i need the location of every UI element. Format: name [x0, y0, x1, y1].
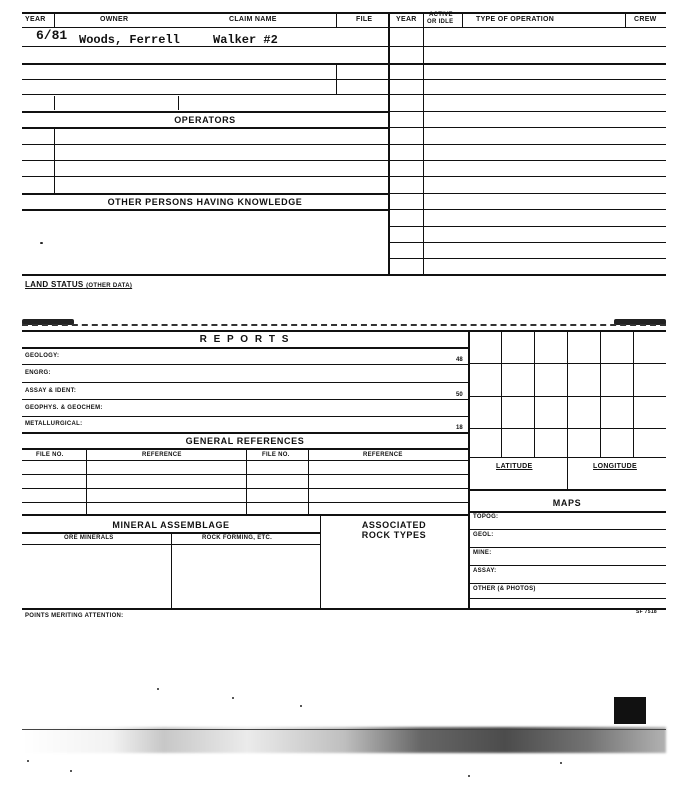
- mineral-assemblage-heading: MINERAL ASSEMBLAGE: [112, 520, 230, 530]
- scan-black-block: [614, 697, 646, 724]
- grid-row: [468, 396, 666, 397]
- grid-row: [468, 363, 666, 364]
- grid-col: [633, 331, 634, 457]
- col-divider-active: [462, 12, 463, 27]
- right-row-line: [388, 258, 666, 259]
- operators-col: [54, 128, 55, 193]
- scan-line: [22, 729, 666, 730]
- refs-line: [22, 502, 468, 503]
- report-assay-num: 50: [456, 392, 463, 398]
- col-divider-file: [336, 12, 337, 27]
- header-year-right: YEAR: [396, 16, 417, 23]
- map-assay: ASSAY:: [473, 568, 497, 574]
- reports-row-line: [22, 416, 468, 417]
- grid-row: [468, 457, 666, 458]
- grid-col: [534, 331, 535, 457]
- reports-heading: R E P O R T S: [199, 334, 291, 345]
- reports-row-line: [22, 382, 468, 383]
- refs-line: [22, 488, 468, 489]
- header-type-of-operation: TYPE OF OPERATION: [476, 16, 555, 23]
- top-border: [22, 12, 666, 14]
- maps-line: [468, 511, 666, 513]
- refs-bottom-line: [22, 514, 468, 516]
- scan-speck: [70, 770, 72, 772]
- col-divider-crew: [625, 12, 626, 27]
- refs-line: [22, 448, 468, 450]
- right-row-line: [388, 193, 666, 194]
- right-row-line: [388, 226, 666, 227]
- report-assay: ASSAY & IDENT:: [25, 388, 77, 394]
- left-row-tick: [178, 96, 179, 110]
- ref-reference-1: REFERENCE: [142, 452, 182, 458]
- entry-owner: Woods, Ferrell: [79, 33, 180, 47]
- header-claim-name: CLAIM NAME: [229, 16, 277, 23]
- left-row-line: [22, 94, 388, 95]
- refs-col: [86, 449, 87, 514]
- scan-speck: [232, 697, 234, 699]
- form-number: SF 7518: [636, 609, 658, 615]
- scan-speck: [157, 688, 159, 690]
- longitude-label: LONGITUDE: [593, 463, 637, 470]
- header-or-idle: OR IDLE: [427, 19, 454, 25]
- left-row-line: [22, 111, 388, 113]
- left-row-line: [22, 46, 388, 47]
- left-row-line: [22, 79, 388, 80]
- reports-row-line: [22, 364, 468, 365]
- report-geophys: GEOPHYS. & GEOCHEM:: [25, 405, 103, 411]
- grid-row: [468, 428, 666, 429]
- land-status-title: LAND STATUS: [25, 280, 84, 289]
- operators-heading: OPERATORS: [174, 115, 236, 125]
- header-active: ACTIVE: [429, 12, 453, 18]
- ore-minerals-label: ORE MINERALS: [64, 535, 114, 541]
- col-divider-center: [388, 12, 390, 274]
- scan-speck: [560, 762, 562, 764]
- maps-line: [468, 565, 666, 566]
- other-persons-heading: OTHER PERSONS HAVING KNOWLEDGE: [107, 197, 303, 207]
- left-row-tick: [54, 96, 55, 110]
- ref-file-no-2: FILE NO.: [262, 452, 290, 458]
- right-row-line: [388, 111, 666, 112]
- coords-bottom: [468, 489, 666, 491]
- left-row-line: [22, 63, 388, 65]
- ref-file-no-1: FILE NO.: [36, 452, 64, 458]
- grid-col: [600, 331, 601, 457]
- right-row-line: [388, 209, 666, 210]
- report-geology: GEOLOGY:: [25, 353, 60, 359]
- right-row-line: [388, 242, 666, 243]
- rock-forming-label: ROCK FORMING, ETC.: [202, 535, 273, 541]
- scan-smear: [22, 727, 666, 753]
- maps-line: [468, 598, 666, 599]
- mineral-col: [171, 533, 172, 608]
- maps-line: [468, 529, 666, 530]
- reports-top-line: [22, 324, 666, 326]
- grid-left-border: [468, 331, 470, 608]
- right-row-line: [388, 176, 666, 177]
- maps-heading: MAPS: [552, 498, 582, 508]
- refs-col: [246, 449, 247, 514]
- right-row-line: [388, 144, 666, 145]
- associated-label-2: ROCK TYPES: [361, 530, 427, 540]
- operators-line: [22, 144, 388, 145]
- map-geol: GEOL:: [473, 532, 494, 538]
- report-metallurgical: METALLURGICAL:: [25, 421, 83, 427]
- header-file: FILE: [356, 16, 373, 23]
- points-label: POINTS MERITING ATTENTION:: [25, 613, 124, 619]
- right-row-line: [388, 160, 666, 161]
- header-year: YEAR: [25, 16, 46, 23]
- land-status-label: [25, 280, 132, 289]
- report-metallurgical-num: 18: [456, 425, 463, 431]
- left-row-tick: [336, 64, 337, 94]
- map-mine: MINE:: [473, 550, 492, 556]
- top-section-bottom: [22, 274, 666, 276]
- refs-line: [22, 460, 468, 461]
- refs-col: [308, 449, 309, 514]
- entry-date: 6/81: [36, 28, 68, 43]
- operators-line: [22, 176, 388, 177]
- scan-speck: [300, 705, 302, 707]
- scan-speck: [468, 775, 470, 777]
- latitude-label: LATITUDE: [496, 463, 533, 470]
- scan-speck: [27, 760, 29, 762]
- report-geology-num: 48: [456, 357, 463, 363]
- header-underline: [22, 27, 666, 28]
- operators-line: [22, 160, 388, 161]
- general-references-heading: GENERAL REFERENCES: [185, 436, 305, 446]
- maps-line: [468, 583, 666, 584]
- operators-line: [22, 127, 388, 129]
- reports-top-border: [22, 330, 666, 332]
- header-crew: CREW: [634, 16, 657, 23]
- right-row-line: [388, 79, 666, 80]
- right-row-line: [388, 127, 666, 128]
- col-divider-year: [54, 12, 55, 27]
- right-row-line: [388, 94, 666, 95]
- maps-line: [468, 547, 666, 548]
- ref-reference-2: REFERENCE: [363, 452, 403, 458]
- right-row-line: [388, 63, 666, 65]
- entry-claim: Walker #2: [213, 33, 278, 47]
- report-engrg: ENGRG:: [25, 370, 51, 376]
- other-persons-line: [22, 209, 388, 211]
- reports-bottom-line: [22, 432, 468, 434]
- reports-row-line: [22, 399, 468, 400]
- reports-line: [22, 347, 468, 349]
- header-owner: OWNER: [100, 16, 129, 23]
- operators-line: [22, 193, 388, 195]
- mineral-bottom-line: [22, 608, 666, 610]
- right-row-line: [388, 46, 666, 47]
- grid-col: [501, 331, 502, 457]
- associated-label-1: ASSOCIATED: [361, 520, 427, 530]
- land-status-sub: (OTHER DATA): [86, 283, 133, 289]
- refs-line: [22, 474, 468, 475]
- map-topog: TOPOG:: [473, 514, 499, 520]
- grid-col: [567, 331, 568, 489]
- map-other: OTHER (& PHOTOS): [473, 586, 536, 592]
- scan-speck: [40, 242, 43, 244]
- col-divider-year-right: [423, 12, 424, 274]
